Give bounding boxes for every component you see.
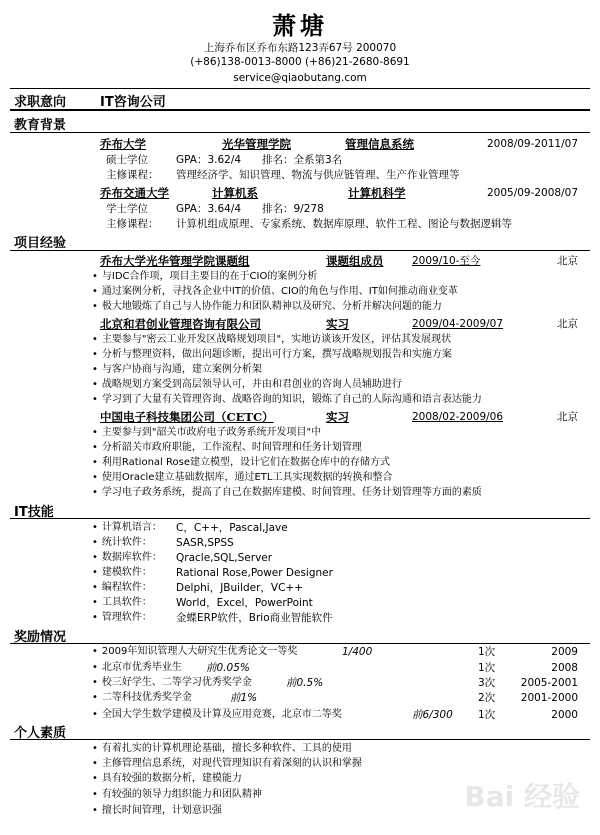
award-name: • 2009年知识管理人大研究生优秀论文一等奖 [92, 645, 297, 659]
project-role: 课题组成员 [326, 254, 384, 268]
quality-item: • 有较强的领导力组织能力和团队精神 [92, 788, 262, 802]
skill-label: • 编程软件： [92, 581, 152, 595]
award-ratio: 前6/300 [412, 709, 453, 721]
edu-major: 管理信息系统 [345, 137, 414, 151]
skill-label: • 计算机语言： [92, 521, 162, 535]
skill-value: C，C++，Pascal,Jave [176, 522, 288, 534]
edu-period: 2008/09-2011/07 [486, 138, 578, 150]
address: 上海乔布区乔布东路123弄67号 200070 [203, 42, 397, 54]
header-divider [10, 88, 590, 89]
skill-value: Qracle,SQL,Server [176, 552, 273, 564]
edu-gpa: GPA：3.62/4 [176, 154, 242, 166]
skill-label: • 建模软件： [92, 566, 152, 580]
email[interactable]: service@qiaobutang.com [233, 72, 367, 84]
skill-value: World，Excel，PowerPoint [176, 597, 313, 609]
project-period: 2009/04-2009/07 [412, 318, 504, 330]
education-divider [10, 132, 590, 133]
award-count: 3次 [478, 677, 496, 689]
project-role: 实习 [326, 317, 349, 331]
award-name: • 二等科技优秀奖学金 [92, 691, 192, 705]
edu-period: 2005/09-2008/07 [486, 187, 578, 199]
edu-college: 光华管理学院 [222, 137, 291, 151]
project-bullet: • 学习电子政务系统，提高了自己在数据库建模、时间管理、任务计划管理等方面的素质 [92, 486, 482, 500]
intent-value: IT咨询公司 [100, 95, 166, 110]
award-name: • 校三好学生、二等学习优秀奖学金 [92, 676, 252, 690]
award-count: 1次 [478, 662, 496, 674]
skill-label: • 管理软件： [92, 611, 152, 625]
project-bullet: • 使用Oracle建立基础数据库，通过ETL工具实现数据的转换和整合 [92, 471, 392, 485]
award-year: 2008 [551, 662, 578, 674]
quality-item: • 有着扎实的计算机理论基础，擅长多种软件、工具的使用 [92, 742, 352, 756]
award-year: 2000 [551, 709, 578, 721]
project-bullet: • 利用Rational Rose建立模型，设计它们在数据仓库中的存储方式 [92, 456, 390, 470]
award-year: 2001-2000 [520, 692, 578, 704]
edu-school: 乔布大学 [100, 137, 146, 151]
projects-divider [10, 250, 590, 251]
edu-gpa: GPA：3.64/4 [176, 203, 242, 215]
skill-label: • 统计软件： [92, 536, 152, 550]
quality-item: • 主修管理信息系统，对现代管理知识有着深刻的认识和掌握 [92, 757, 362, 771]
watermark: Bai 经验 [464, 780, 580, 813]
edu-college: 计算机系 [212, 186, 258, 200]
edu-courses-label: 主修课程： [106, 169, 159, 181]
project-bullet: • 与IDC合作项，项目主要目的在于CIO的案例分析 [92, 270, 317, 284]
award-count: 1次 [478, 646, 496, 658]
intent-heading: 求职意向 [14, 95, 67, 110]
quality-item: • 擅长时间管理，计划意识强 [92, 804, 222, 818]
skill-label: • 工具软件： [92, 596, 152, 610]
project-period: 2009/10-至今 [412, 255, 481, 267]
award-ratio: 前1% [230, 692, 258, 704]
project-city: 北京 [557, 255, 578, 267]
project-org: 北京和君创业管理咨询有限公司 [100, 317, 261, 331]
skill-label: • 数据库软件： [92, 551, 162, 565]
project-city: 北京 [557, 411, 578, 423]
skills-divider [10, 518, 590, 519]
quality-item: • 具有较强的数据分析，建模能力 [92, 772, 242, 786]
project-bullet: • 主要参与"密云工业开发区战略规划项目"，实地访谈该开发区，评估其发展现状 [92, 333, 451, 347]
skill-value: 金蝶ERP软件，Brio商业智能软件 [176, 612, 333, 624]
qualities-divider [10, 739, 590, 740]
project-bullet: • 极大地锻炼了自己与人协作能力和团队精神以及研究、分析并解决问题的能力 [92, 300, 442, 314]
project-role: 实习 [326, 410, 349, 424]
skill-value: SASR,SPSS [176, 537, 234, 549]
edu-degree: 学士学位 [106, 203, 148, 215]
project-bullet: • 学习到了大量有关管理咨询、战略咨询的知识，锻炼了自己的人际沟通和语言表达能力 [92, 393, 482, 407]
project-bullet: • 战略规划方案受到高层领导认可，并由和君创业的咨询人员辅助进行 [92, 378, 402, 392]
award-year: 2005-2001 [520, 677, 578, 689]
project-org: 乔布大学光华管理学院课题组 [100, 254, 250, 268]
award-name: • 北京市优秀毕业生 [92, 661, 182, 675]
candidate-name: 萧塘 [272, 11, 328, 40]
project-city: 北京 [557, 318, 578, 330]
skill-value: Delphi，JBuilder，VC++ [176, 582, 304, 594]
project-period: 2008/02-2009/06 [412, 411, 504, 423]
education-heading: 教育背景 [14, 118, 67, 133]
edu-major: 计算机科学 [348, 186, 406, 200]
project-bullet: • 分析韶关市政府职能，工作流程、时间管理和任务计划管理 [92, 441, 362, 455]
skills-heading: IT技能 [14, 505, 54, 520]
edu-rank: 排名：全系第3名 [262, 154, 343, 166]
project-bullet: • 通过案例分析，寻找各企业中IT的价值、CIO的角色与作用、IT如何推动商业变革 [92, 285, 458, 299]
awards-divider [10, 643, 590, 644]
award-count: 1次 [478, 709, 496, 721]
award-name: • 全国大学生数学建模及计算及应用竞赛，北京市二等奖 [92, 708, 342, 722]
edu-courses: 计算机组成原理、专家系统、数据库原理、软件工程、图论与数据逻辑等 [176, 218, 512, 230]
edu-school: 乔布交通大学 [100, 186, 169, 200]
project-org: 中国电子科技集团公司（CETC） [100, 410, 274, 424]
phone-numbers: (+86)138-0013-8000 (+86)21-2680-8691 [190, 56, 410, 68]
award-count: 2次 [478, 692, 496, 704]
intent-divider [10, 109, 590, 111]
award-ratio: 1/400 [342, 646, 373, 658]
edu-degree: 硕士学位 [106, 154, 148, 166]
edu-courses: 管理经济学、知识管理、物流与供应链管理、生产作业管理等 [176, 169, 460, 181]
project-bullet: • 主要参与到"韶关市政府电子政务系统开发项目"中 [92, 426, 321, 440]
award-ratio: 前0.5% [286, 677, 324, 689]
award-year: 2009 [551, 646, 578, 658]
project-bullet: • 分析与整理资料，做出问题诊断，提出可行方案，撰写战略规划报告和实施方案 [92, 348, 452, 362]
awards-heading: 奖励情况 [14, 630, 67, 645]
project-bullet: • 与客户协商与沟通，建立案例分析架 [92, 363, 262, 377]
projects-heading: 项目经验 [14, 236, 67, 251]
edu-courses-label: 主修课程： [106, 218, 159, 230]
skill-value: Rational Rose,Power Designer [176, 567, 333, 579]
qualities-heading: 个人素质 [14, 726, 67, 741]
award-ratio: 前0.05% [206, 662, 250, 674]
edu-rank: 排名：9/278 [262, 203, 324, 215]
